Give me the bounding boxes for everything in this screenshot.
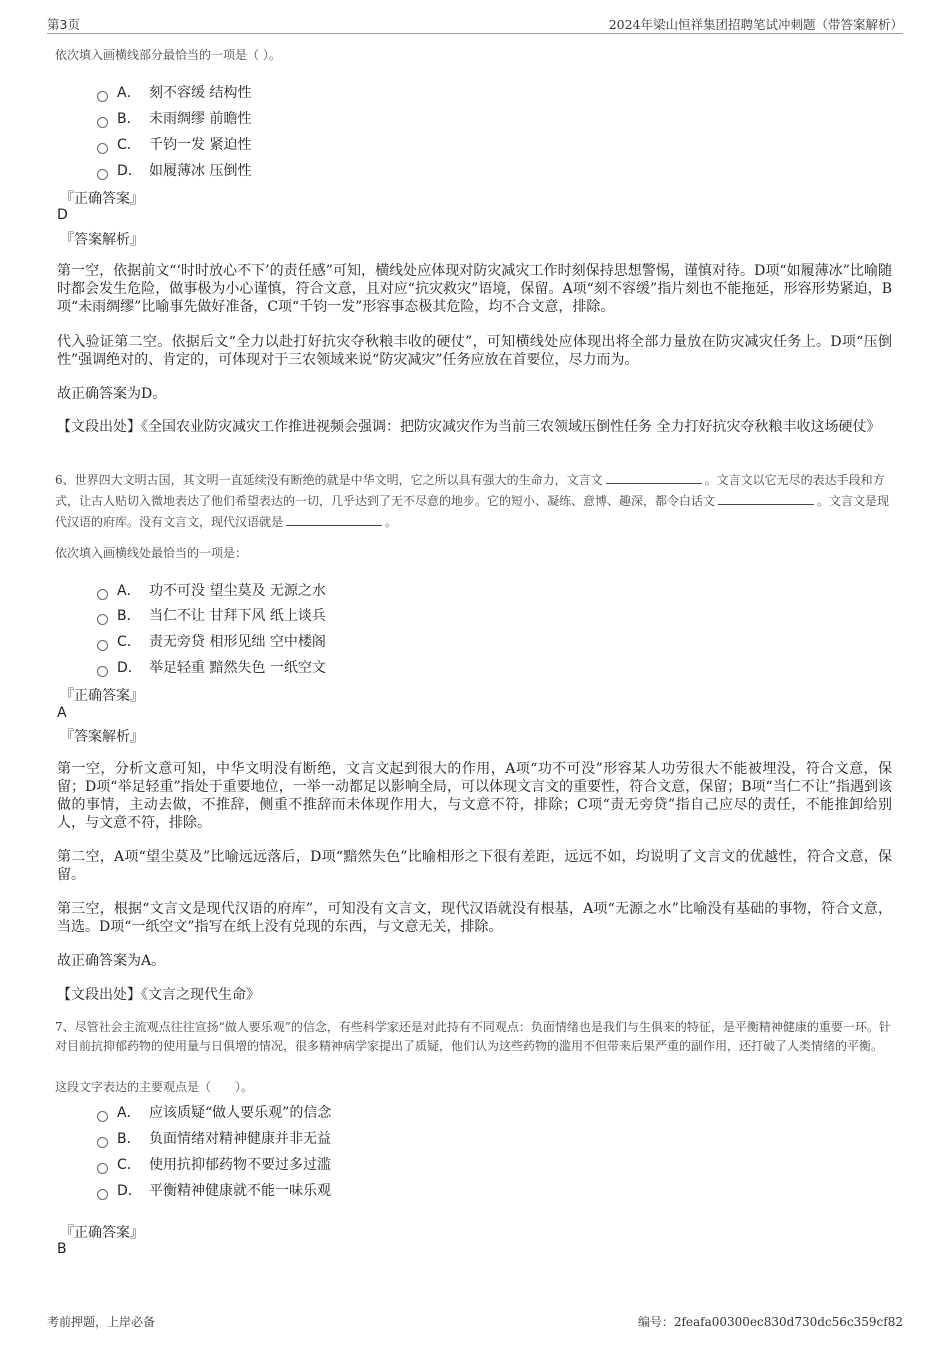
q5-answer: D xyxy=(57,207,68,223)
q6-stem: 6、世界四大文明古国，其文明一直延续没有断绝的就是中华文明，它之所以具有强大的生命力，文言文 。文言文以它无尽的表达手段和方式，让古人贴切入微地表达了他们希望表达的一切，几乎达到了无不尽意的地步。它的短小、凝练、意博、趣深，都令白话文 。文言文是现代汉语的府库。没有文言文，现代汉语就是 。 xyxy=(55,473,890,529)
q6-option-c[interactable]: C． 责无旁贷 相形见绌 空中楼阁 xyxy=(97,631,326,651)
q6-analysis-para-2: 第二空，A项“望尘莫及”比喻远远落后，D项“黯然失色”比喻相形之下很有差距，远远不如，均说明了文言文的优越性，符合文意，保留。 xyxy=(57,849,892,883)
radio-icon[interactable] xyxy=(97,169,108,180)
q6-option-b[interactable]: B． 当仁不让 甘拜下风 纸上谈兵 xyxy=(97,605,326,625)
q5-source: 【文段出处】《全国农业防灾减灾工作推进视频会强调：把防灾减灾作为当前三农领域压倒性任务 全力打好抗灾夺秋粮丰收这场硬仗》 xyxy=(57,419,881,435)
q6-analysis-para-1: 第一空，分析文意可知，中华文明没有断绝，文言文起到很大的作用，A项“功不可没”形容某人功劳很大不能被埋没，符合文意，保留；D项“举足轻重”指处于重要地位，一举一动都足以影响全局，可以体现文言文的重要性，符合文意，保留；B项“当仁不让”指遇到该做的事情，主动去做，不推辞，侧重不推辞而未体现作用大，与文意不符，排除；C项“责无旁贷”指自己应尽的责任，不能推卸给别人，与文意不符，排除。 xyxy=(57,761,892,831)
q6-analysis-para-3: 第三空，根据“文言文是现代汉语的府库”，可知没有文言文，现代汉语就没有根基，A项“无源之水”比喻没有基础的事物，符合文意，当选。D项“一纸空文”指写在纸上没有兑现的东西，与文意无关，排除。 xyxy=(57,901,892,935)
q7-option-d[interactable]: D． 平衡精神健康就不能一味乐观 xyxy=(97,1180,331,1200)
blank-3 xyxy=(286,514,382,526)
document-code: 编号：2feafa00300ec830d730dc56c359cf82 xyxy=(637,1315,903,1329)
document-title: 2024年梁山恒祥集团招聘笔试冲刺题（带答案解析） xyxy=(608,17,903,32)
radio-icon[interactable] xyxy=(97,1111,108,1122)
q6-source: 【文段出处】《文言之现代生命》 xyxy=(57,987,260,1003)
q5-option-b[interactable]: B． 未雨绸缪 前瞻性 xyxy=(97,108,251,128)
q6-answer: A xyxy=(57,705,67,721)
q7-option-b[interactable]: B． 负面情绪对精神健康并非无益 xyxy=(97,1128,331,1148)
q5-prompt: 依次填入画横线部分最恰当的一项是（ ）。 xyxy=(55,48,281,62)
radio-icon[interactable] xyxy=(97,1163,108,1174)
radio-icon[interactable] xyxy=(97,589,108,600)
radio-icon[interactable] xyxy=(97,143,108,154)
q7-stem: 7、尽管社会主流观点往往宣扬“做人要乐观”的信念，有些科学家还是对此持有不同观点：负面情绪也是我们与生俱来的特征，是平衡精神健康的重要一环。针对目前抗抑郁药物的使用量与日俱增的情况，很多精神病学家提出了质疑，他们认为这些药物的滥用不但带来后果严重的副作用，还打破了人类情绪的平衡。 xyxy=(55,1020,891,1053)
q7-option-a[interactable]: A． 应该质疑“做人要乐观”的信念 xyxy=(97,1102,331,1122)
page-header xyxy=(47,13,903,34)
q6-option-a[interactable]: A． 功不可没 望尘莫及 无源之水 xyxy=(97,580,326,600)
q6-answer-label: 『正确答案』 xyxy=(60,688,144,704)
radio-icon[interactable] xyxy=(97,666,108,677)
q6-analysis-conclusion: 故正确答案为A。 xyxy=(57,953,166,969)
q6-analysis-label: 『答案解析』 xyxy=(60,729,144,745)
q5-analysis-conclusion: 故正确答案为D。 xyxy=(57,386,167,402)
q7-option-c[interactable]: C． 使用抗抑郁药物不要过多过滥 xyxy=(97,1154,331,1174)
blank-1 xyxy=(606,472,702,484)
q5-analysis-para-1: 第一空，依据前文“‘时时放心不下’的责任感”可知，横线处应体现对防灾减灾工作时刻保持思想警惕，谨慎对待。D项“如履薄冰”比喻随时都会发生危险，做事极为小心谨慎，符合文意，且对应“抗灾救灾”语境，保留。A项“刻不容缓”指片刻也不能拖延，形容形势紧迫，B项“未雨绸缪”比喻事先做好准备，C项“千钧一发”形容事态极其危险，均不合文意，排除。 xyxy=(57,263,892,315)
footer-slogan: 考前押题，上岸必备 xyxy=(47,1315,156,1329)
q7-answer-label: 『正确答案』 xyxy=(60,1225,144,1241)
radio-icon[interactable] xyxy=(97,1137,108,1148)
q6-option-d[interactable]: D． 举足轻重 黯然失色 一纸空文 xyxy=(97,657,326,677)
q5-answer-label: 『正确答案』 xyxy=(60,191,144,207)
q5-option-c[interactable]: C． 千钧一发 紧迫性 xyxy=(97,134,251,154)
radio-icon[interactable] xyxy=(97,117,108,128)
radio-icon[interactable] xyxy=(97,1189,108,1200)
page-number: 第3页 xyxy=(47,17,80,32)
q5-option-d[interactable]: D． 如履薄冰 压倒性 xyxy=(97,160,251,180)
q6-prompt: 依次填入画横线处最恰当的一项是： xyxy=(55,546,248,560)
radio-icon[interactable] xyxy=(97,640,108,651)
q5-option-a[interactable]: A． 刻不容缓 结构性 xyxy=(97,82,251,102)
q7-answer: B xyxy=(57,1241,67,1257)
radio-icon[interactable] xyxy=(97,91,108,102)
blank-2 xyxy=(718,493,814,505)
radio-icon[interactable] xyxy=(97,614,108,625)
q7-prompt: 这段文字表达的主要观点是（ ）。 xyxy=(55,1080,254,1094)
q5-analysis-para-2: 代入验证第二空。依据后文“全力以赴打好抗灾夺秋粮丰收的硬仗”，可知横线处应体现出将全部力量放在防灾减灾任务上。D项“压倒性”强调绝对的、肯定的，可体现对于三农领域来说“防灾减灾”任务应放在首要位，尽力而为。 xyxy=(57,334,892,368)
q5-analysis-label: 『答案解析』 xyxy=(60,232,144,248)
